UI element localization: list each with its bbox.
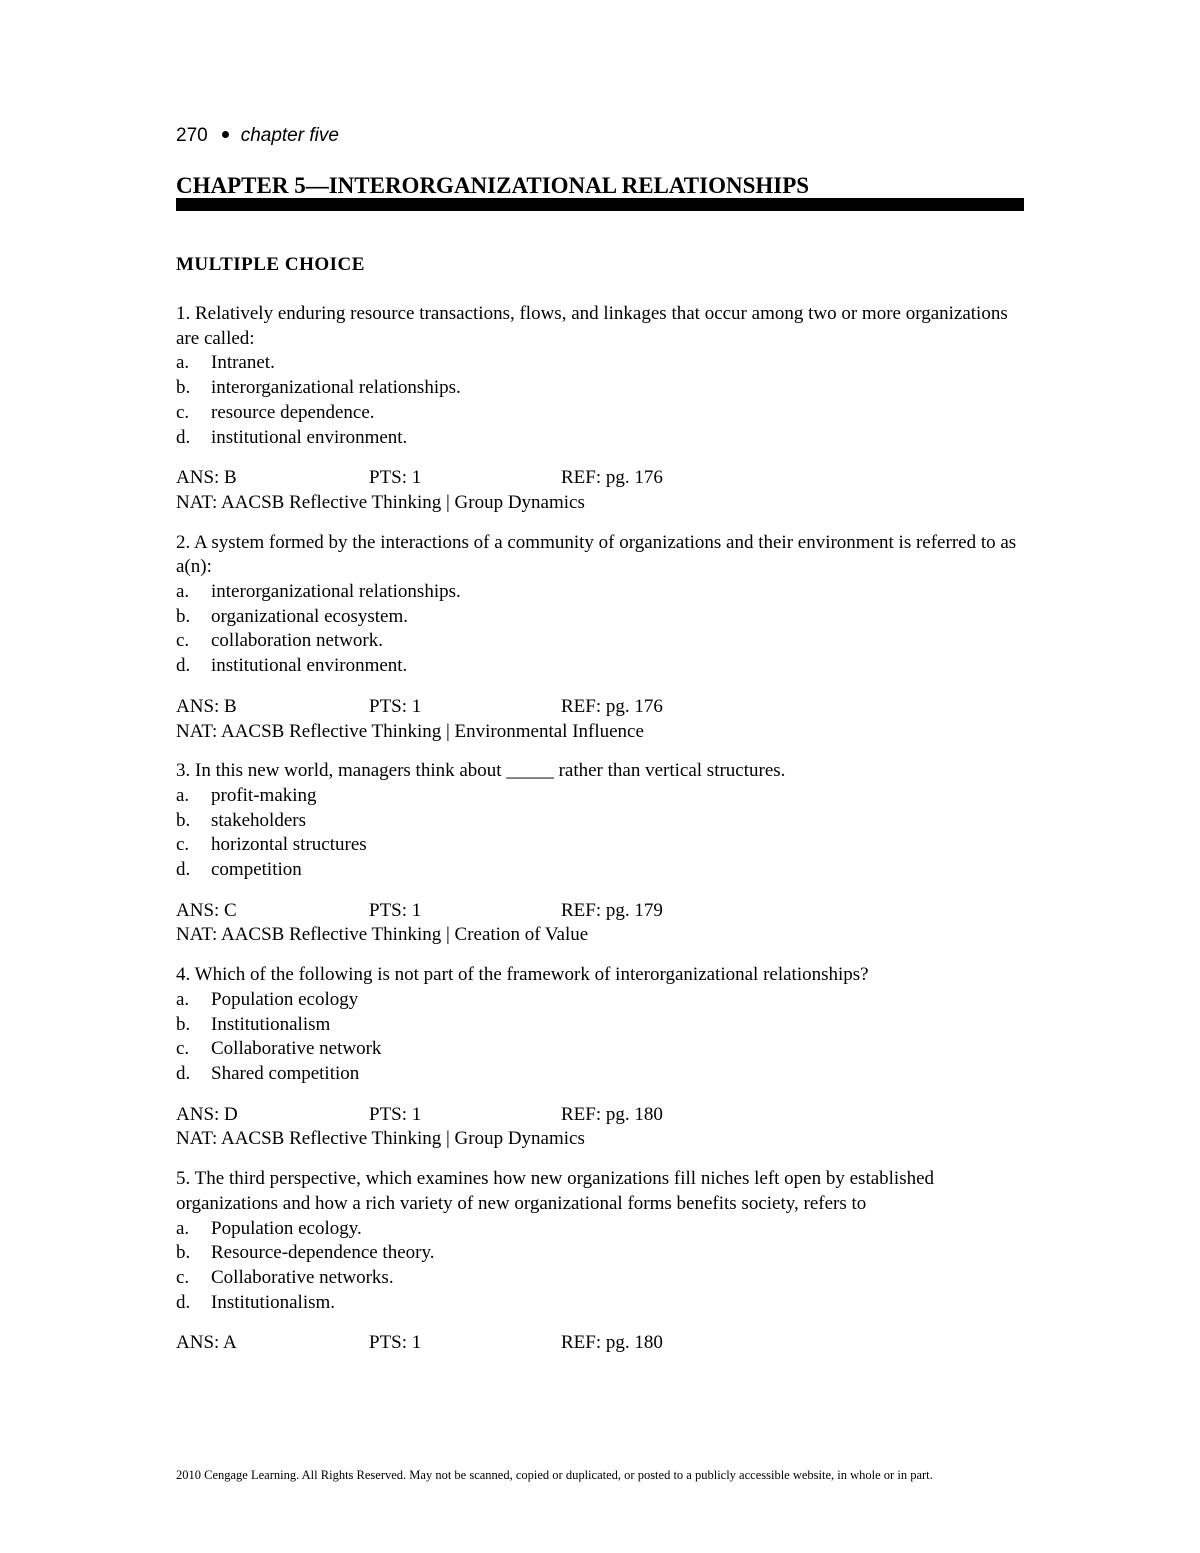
option-b <box>176 1013 1024 1038</box>
option-a <box>176 988 1024 1013</box>
question-list <box>176 302 1024 1371</box>
points-value: PTS: 1 <box>369 695 422 717</box>
answer-key <box>176 695 1024 744</box>
question-4 <box>176 963 1024 1152</box>
answer-row <box>176 695 1024 720</box>
question-3 <box>176 759 1024 948</box>
option-letter: a. <box>176 988 190 1010</box>
section-heading: MULTIPLE CHOICE <box>176 254 365 275</box>
option-letter: b. <box>176 809 191 831</box>
chapter-title: CHAPTER 5—INTERORGANIZATIONAL RELATIONSHIPS <box>176 173 810 198</box>
option-c <box>176 1266 1024 1291</box>
answer-value: ANS: C <box>176 899 237 921</box>
answer-options <box>176 988 1024 1087</box>
option-text: stakeholders <box>211 809 306 831</box>
option-c <box>176 629 1024 654</box>
option-letter: c. <box>176 401 190 423</box>
option-letter: a. <box>176 352 190 374</box>
answer-options <box>176 580 1024 679</box>
question-text: 3. In this new world, managers think about _____ rather than vertical structures. <box>176 760 786 782</box>
option-letter: a. <box>176 581 190 603</box>
reference-value: REF: pg. 176 <box>561 467 663 489</box>
answer-key <box>176 899 1024 948</box>
option-letter: a. <box>176 784 190 806</box>
question-1 <box>176 302 1024 516</box>
answer-row <box>176 1331 1024 1356</box>
option-letter: d. <box>176 859 191 881</box>
answer-value: ANS: B <box>176 467 237 489</box>
title-rule <box>176 198 1024 211</box>
option-b <box>176 605 1024 630</box>
option-letter: c. <box>176 630 190 652</box>
option-d <box>176 1291 1024 1316</box>
nat-standard: NAT: AACSB Reflective Thinking | Group Dynamics <box>176 1128 585 1150</box>
reference-value: REF: pg. 179 <box>561 899 663 921</box>
option-b <box>176 1241 1024 1266</box>
option-text: competition <box>211 859 302 881</box>
nat-standard: NAT: AACSB Reflective Thinking | Group Dynamics <box>176 491 585 513</box>
reference-value: REF: pg. 180 <box>561 1103 663 1125</box>
reference-value: REF: pg. 180 <box>561 1332 663 1354</box>
option-text: institutional environment. <box>211 655 408 677</box>
option-text: profit-making <box>211 784 317 806</box>
running-head <box>176 124 339 148</box>
answer-key <box>176 1331 1024 1356</box>
answer-row <box>176 1103 1024 1128</box>
chapter-label: chapter five <box>240 125 339 146</box>
question-text: 1. Relatively enduring resource transactions, flows, and linkages that occur among two or more organizations are called: <box>176 303 1008 349</box>
option-letter: b. <box>176 1013 191 1035</box>
page-number: 270 <box>176 125 208 146</box>
option-text: Collaborative networks. <box>211 1266 394 1288</box>
option-a <box>176 580 1024 605</box>
option-text: interorganizational relationships. <box>211 377 461 399</box>
option-letter: c. <box>176 1266 190 1288</box>
option-letter: c. <box>176 834 190 856</box>
option-text: Institutionalism. <box>211 1291 336 1313</box>
option-text: interorganizational relationships. <box>211 581 461 603</box>
option-text: collaboration network. <box>211 630 384 652</box>
option-a <box>176 784 1024 809</box>
option-letter: b. <box>176 1242 191 1264</box>
question-text: 4. Which of the following is not part of the framework of interorganizational relationships? <box>176 964 869 986</box>
answer-options <box>176 351 1024 450</box>
option-text: Population ecology. <box>211 1217 362 1239</box>
option-a <box>176 1217 1024 1242</box>
option-text: Institutionalism <box>211 1013 331 1035</box>
answer-options <box>176 1217 1024 1316</box>
nat-standard: NAT: AACSB Reflective Thinking | Environmental Influence <box>176 720 644 742</box>
option-letter: a. <box>176 1217 190 1239</box>
points-value: PTS: 1 <box>369 1332 422 1354</box>
answer-key <box>176 466 1024 515</box>
option-letter: d. <box>176 1062 191 1084</box>
option-text: institutional environment. <box>211 426 408 448</box>
answer-row <box>176 899 1024 924</box>
answer-options <box>176 784 1024 883</box>
option-c <box>176 401 1024 426</box>
option-d <box>176 858 1024 883</box>
answer-value: ANS: B <box>176 695 237 717</box>
nat-standard: NAT: AACSB Reflective Thinking | Creation of Value <box>176 924 589 946</box>
question-5 <box>176 1167 1024 1356</box>
option-letter: d. <box>176 426 191 448</box>
answer-row <box>176 466 1024 491</box>
option-letter: c. <box>176 1038 190 1060</box>
option-text: Intranet. <box>211 352 275 374</box>
option-text: organizational ecosystem. <box>211 605 408 627</box>
option-text: Resource-dependence theory. <box>211 1242 435 1264</box>
option-b <box>176 376 1024 401</box>
points-value: PTS: 1 <box>369 899 422 921</box>
question-text: 5. The third perspective, which examines how new organizations fill niches left open by established organizations and how a rich variety of new organizational forms benefits society, refers to <box>176 1168 935 1214</box>
option-d <box>176 654 1024 679</box>
option-a <box>176 351 1024 376</box>
option-c <box>176 833 1024 858</box>
option-letter: d. <box>176 1291 191 1313</box>
points-value: PTS: 1 <box>369 467 422 489</box>
reference-value: REF: pg. 176 <box>561 695 663 717</box>
option-c <box>176 1037 1024 1062</box>
bullet-icon <box>222 131 229 138</box>
copyright-footer: 2010 Cengage Learning. All Rights Reserved. May not be scanned, copied or duplicated, or posted to a publicly accessible website, in whole or in part. <box>176 1468 933 1482</box>
option-text: horizontal structures <box>211 834 367 856</box>
points-value: PTS: 1 <box>369 1103 422 1125</box>
question-text: 2. A system formed by the interactions of a community of organizations and their environment is referred to as a(n): <box>176 531 1017 578</box>
answer-value: ANS: A <box>176 1332 237 1354</box>
answer-value: ANS: D <box>176 1103 238 1125</box>
option-letter: d. <box>176 655 191 677</box>
option-letter: b. <box>176 605 191 627</box>
option-letter: b. <box>176 377 191 399</box>
option-text: Population ecology <box>211 988 359 1010</box>
option-d <box>176 426 1024 451</box>
answer-key <box>176 1103 1024 1152</box>
option-text: resource dependence. <box>211 401 375 423</box>
option-text: Collaborative network <box>211 1038 382 1060</box>
option-d <box>176 1062 1024 1087</box>
question-2 <box>176 531 1024 745</box>
option-text: Shared competition <box>211 1062 360 1084</box>
option-b <box>176 809 1024 834</box>
